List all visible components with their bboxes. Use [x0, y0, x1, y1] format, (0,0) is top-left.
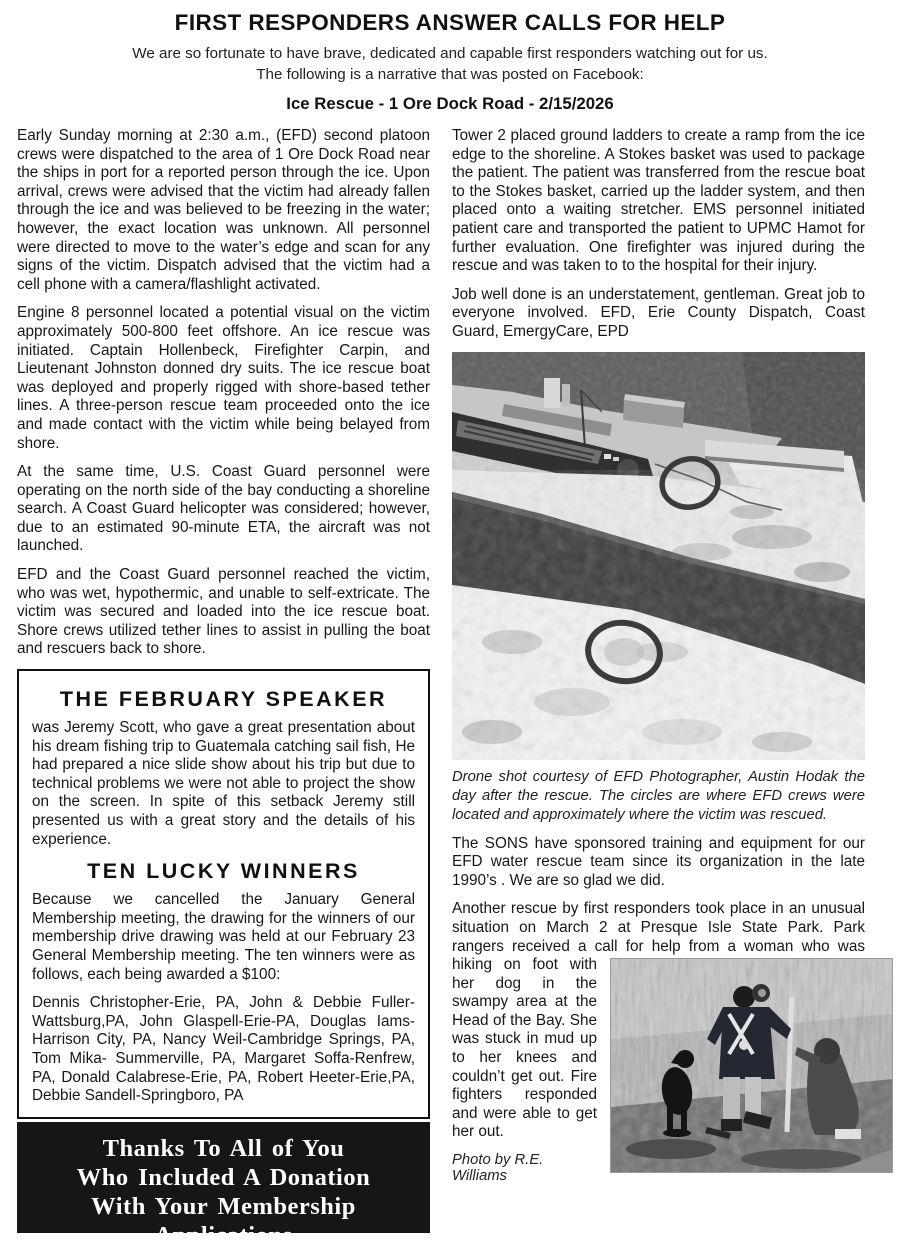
paragraph-presque-isle [452, 900, 865, 1142]
paragraph-sons: The SONS have sponsored training and equipment for our EFD water rescue team since its organization in the late 1990’s . We are so glad we did. [452, 834, 865, 889]
intro-line-1: We are so fortunate to have brave, dedicated and capable first responders watching out for us. [132, 45, 768, 62]
thanks-line-3: With Your Membership [91, 1192, 356, 1220]
rescue-wrap-section [452, 900, 865, 1184]
swamp-rescue-photo-illustration [611, 959, 892, 1172]
thanks-donation-banner [17, 1122, 430, 1249]
ten-lucky-winners-heading: TEN LUCKY WINNERS [87, 859, 360, 884]
paragraph-coast-guard: At the same time, U.S. Coast Guard personnel were operating on the north side of the bay conducting a shoreline search. A Coast Guard helicopter was considered; however, due to an estimated 90-minute ETA, the aircraft was not launched. [17, 463, 430, 555]
left-column [17, 127, 430, 1249]
paragraph-presque-isle-text: Another rescue by first responders took place in an unusual situation on March 2 at Presque Isle State Park. Park rangers received a call for help from a woman who was hiking on foot with her dog in the swampy area at the Head of the Bay. She was stuck in mud up to her knees and couldn’t get out. Fire fighters responded and were able to get her out. [452, 900, 865, 1141]
two-column-layout [17, 127, 865, 1249]
newsletter-page [0, 10, 900, 1249]
paragraph-job-well-done: Job well done is an understatement, gentleman. Great job to everyone involved. EFD, Erie County Dispatch, Coast Guard, EmergyCare, EPD [452, 285, 865, 340]
winners-intro-text: Because we cancelled the January General Membership meeting, the drawing for the winners of our membership drive drawing was held at our February 23 General Membership meeting. The ten winners were as follows, each being awarded a $100: [32, 891, 415, 983]
drone-photo [452, 352, 865, 760]
paragraph-dispatch: Early Sunday morning at 2:30 a.m., (EFD) second platoon crews were dispatched to the area of 1 Ore Dock Road near the ships in port for a reported person through the ice. Upon arrival, crews were advised that the victim had already fallen through the ice and was believed to be freezing in the water; however, the exact location was unknown. All personnel were directed to move to the water’s edge and scan for any signs of the victim. Dispatch advised that the victim had a cell phone with a camera/flashlight activated. [17, 127, 430, 293]
drone-photo-illustration [452, 352, 865, 760]
thanks-line-2: Who Included A Donation [76, 1163, 371, 1191]
photo-credit: Photo by R.E. Williams [452, 1152, 544, 1185]
story-subtitle: Ice Rescue - 1 Ore Dock Road - 2/15/2026 [286, 94, 614, 113]
drone-photo-caption: Drone shot courtesy of EFD Photographer, Austin Hodak the day after the rescue. The circles are where EFD crews were located and approximately where the victim was rescued. [452, 768, 865, 823]
page-title: FIRST RESPONDERS ANSWER CALLS FOR HELP [174, 10, 726, 35]
intro-line-2: The following is a narrative that was posted on Facebook: [256, 66, 644, 83]
paragraph-engine8: Engine 8 personnel located a potential visual on the victim approximately 500-800 feet offshore. An ice rescue was initiated. Captain Hollenbeck, Firefighter Carpin, and Lieutenant Johnston donned dry suits. The ice rescue boat was deployed and properly rigged with shore-based tether lines. A three-person rescue team proceeded onto the ice and made contact with the victim while being belayed from shore. [17, 304, 430, 452]
winners-list: Dennis Christopher-Erie, PA, John & Debbie Fuller-Wattsburg,PA, John Glaspell-Erie-PA, Douglas Iams-Harrison City, PA, Nancy Weil-Cambridge Springs, PA, Tom Mika- Summerville, PA, Margaret Soffa-Renfrew, PA, Donald Calabrese-Erie, PA, Robert Heeter-Erie,PA, Debbie Sandell-Springboro, PA [32, 994, 415, 1105]
paragraph-victim-reached: EFD and the Coast Guard personnel reached the victim, who was wet, hypothermic, and unable to self-extricate. The victim was secured and loaded into the ice rescue boat. Shore crews utilized tether lines to assist in pulling the boat and rescuers back to shore. [17, 566, 430, 658]
february-speaker-text: was Jeremy Scott, who gave a great presentation about his dream fishing trip to Guatemala catching sail fish, He had prepared a nice slide show about his trip but due to technical problems we were not able to project the show on the screen. In spite of this setback Jeremy still presented us with a great story and the details of his experience. [32, 719, 415, 848]
february-speaker-heading: THE FEBRUARY SPEAKER [59, 687, 388, 712]
thanks-line-4: Applications [154, 1221, 293, 1249]
swamp-rescue-photo [610, 958, 893, 1173]
intro-text [0, 43, 900, 85]
paragraph-tower2: Tower 2 placed ground ladders to create a ramp from the ice edge to the shoreline. A Stokes basket was used to package the patient. The patient was transferred from the rescue boat to the Stokes basket, carried up the ladder system, and then placed onto a waiting stretcher. EMS personnel initiated patient care and transported the patient to UPMC Hamot for further evaluation. One firefighter was injured during the rescue and was taken to to the hospital for their injury. [452, 127, 865, 275]
speaker-box [17, 669, 430, 1119]
thanks-line-1: Thanks To All of You [102, 1134, 345, 1162]
right-column [452, 127, 865, 1233]
